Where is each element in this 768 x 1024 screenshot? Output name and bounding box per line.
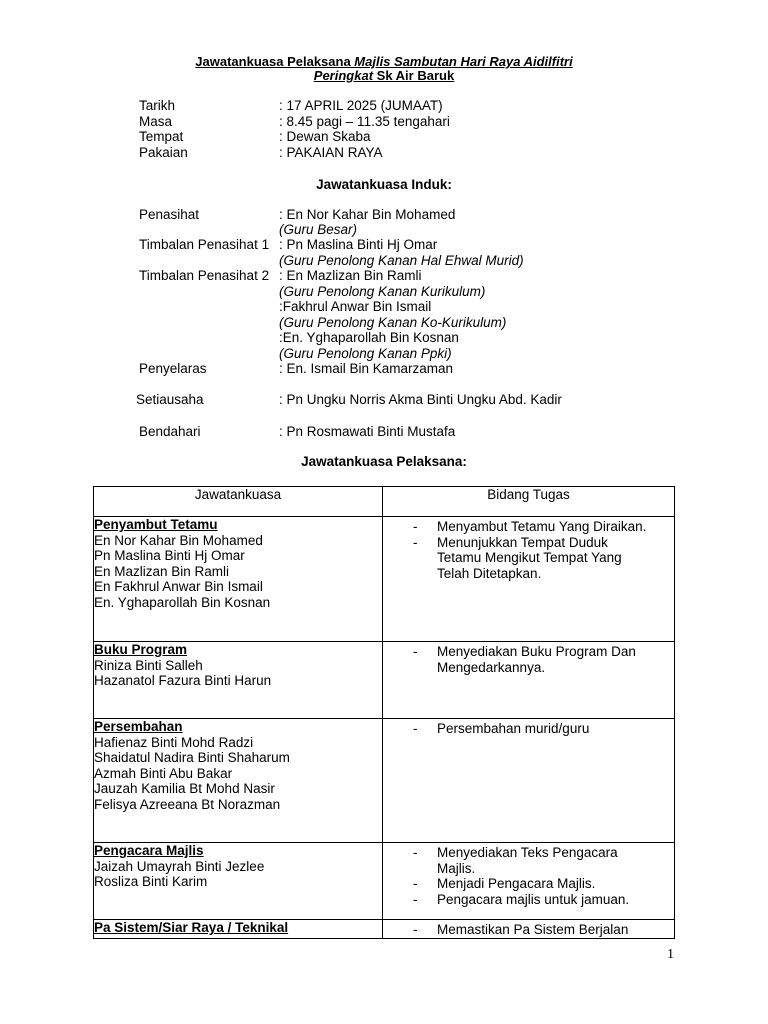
committee-member: Pn Maslina Binti Hj Omar <box>94 548 245 563</box>
committee-cell <box>94 517 383 642</box>
penasihat-label: Penasihat <box>139 207 200 222</box>
table-row <box>94 719 675 843</box>
table-row <box>94 642 675 719</box>
committee-member: Shaidatul Nadira Binti Shaharum <box>94 750 290 765</box>
committee-member: Jauzah Kamilia Bt Mohd Nasir <box>94 781 275 796</box>
timbalan2-role-2: (Guru Penolong Kanan Ko-Kurikulum) <box>279 315 507 330</box>
detail-date-value: : 17 APRIL 2025 (JUMAAT) <box>279 98 443 113</box>
task-list <box>383 843 674 907</box>
detail-attire-label: Pakaian <box>139 145 188 160</box>
detail-date-label: Tarikh <box>139 98 176 113</box>
penasihat-value: : En Nor Kahar Bin Mohamed <box>279 207 456 222</box>
task-item: - Menjadi Pengacara Majlis. <box>413 876 674 892</box>
timbalan2-label: Timbalan Penasihat 2 <box>139 268 270 283</box>
bendahari-label: Bendahari <box>139 424 201 439</box>
committee-title: Pengacara Majlis <box>94 843 204 858</box>
document-title-line2 <box>0 68 768 84</box>
committee-title: Buku Program <box>94 642 188 657</box>
committee-cell <box>94 719 383 843</box>
committee-member: En Fakhrul Anwar Bin Ismail <box>94 579 263 594</box>
setiausaha-value: : Pn Ungku Norris Akma Binti Ungku Abd. Kadir <box>279 392 562 407</box>
table-header-row <box>94 487 675 517</box>
task-item: - Menunjukkan Tempat Duduk Tetamu Mengikut Tempat Yang Telah Ditetapkan. <box>413 535 647 582</box>
timbalan2-role-3: (Guru Penolong Kanan Ppki) <box>279 346 452 361</box>
detail-venue-label: Tempat <box>139 129 184 144</box>
task-list <box>383 719 674 737</box>
timbalan2-value-3: :En. Yghaparollah Bin Kosnan <box>279 330 459 345</box>
tasks-cell <box>383 843 675 920</box>
table-row <box>94 843 675 920</box>
detail-venue-value: : Dewan Skaba <box>279 129 371 144</box>
title-event-name: Majlis Sambutan Hari Raya Aidilfitri <box>354 54 573 69</box>
table-row <box>94 920 675 939</box>
header-jawatankuasa: Jawatankuasa <box>94 487 383 517</box>
committee-member: Hafienaz Binti Mohd Radzi <box>94 734 254 750</box>
timbalan1-value: : Pn Maslina Binti Hj Omar <box>279 237 438 252</box>
tasks-cell <box>383 517 675 642</box>
timbalan2-value-2: :Fakhrul Anwar Bin Ismail <box>279 299 432 314</box>
task-item: - Menyediakan Buku Program Dan Mengedarkannya. <box>413 644 657 675</box>
task-list <box>383 517 674 581</box>
committee-member: En. Yghaparollah Bin Kosnan <box>94 594 271 610</box>
committee-member: En Mazlizan Bin Ramli <box>94 563 230 579</box>
task-list <box>383 642 674 675</box>
penyelaras-value: : En. Ismail Bin Kamarzaman <box>279 361 454 376</box>
tasks-cell <box>383 920 675 939</box>
title-prefix: Jawatankuasa Pelaksana <box>195 54 355 69</box>
page-number: 1 <box>667 947 674 962</box>
committee-member: En Nor Kahar Bin Mohamed <box>94 532 263 548</box>
timbalan2-value: : En Mazlizan Bin Ramli <box>279 268 422 283</box>
penyelaras-label: Penyelaras <box>139 361 207 376</box>
header-bidang-tugas: Bidang Tugas <box>383 487 675 517</box>
committee-title: Penyambut Tetamu <box>94 517 218 532</box>
task-item: - Menyediakan Teks Pengacara Majlis. <box>413 845 637 876</box>
task-list <box>383 920 674 938</box>
setiausaha-label: Setiausaha <box>136 392 204 407</box>
task-item: - Persembahan murid/guru <box>413 721 674 737</box>
table-row <box>94 517 675 642</box>
committee-member: Felisya Azreeana Bt Norazman <box>94 796 281 812</box>
committee-cell <box>94 920 383 939</box>
committee-member: Jaizah Umayrah Binti Jezlee <box>94 858 265 874</box>
task-item: - Memastikan Pa Sistem Berjalan <box>413 922 674 938</box>
title-school: Sk Air Baruk <box>373 68 455 83</box>
committee-member: Rosliza Binti Karim <box>94 874 208 889</box>
task-item: - Pengacara majlis untuk jamuan. <box>413 892 674 908</box>
pelaksana-heading: Jawatankuasa Pelaksana: <box>301 454 467 469</box>
tasks-cell <box>383 642 675 719</box>
bendahari-value: : Pn Rosmawati Binti Mustafa <box>279 424 456 439</box>
tasks-cell <box>383 719 675 843</box>
pelaksana-table <box>93 486 675 939</box>
detail-time-label: Masa <box>139 114 173 129</box>
timbalan2-role: (Guru Penolong Kanan Kurikulum) <box>279 284 486 299</box>
title-level: Peringkat <box>313 68 374 83</box>
committee-cell <box>94 843 383 920</box>
induk-heading: Jawatankuasa Induk: <box>316 177 452 192</box>
committee-member: Azmah Binti Abu Bakar <box>94 765 233 781</box>
task-item: - Menyambut Tetamu Yang Diraikan. <box>413 519 674 535</box>
committee-title: Pa Sistem/Siar Raya / Teknikal <box>94 920 289 935</box>
committee-title: Persembahan <box>94 719 183 734</box>
detail-time-value: : 8.45 pagi – 11.35 tengahari <box>279 114 450 129</box>
committee-member: Riniza Binti Salleh <box>94 657 203 673</box>
penasihat-role: (Guru Besar) <box>279 222 358 237</box>
timbalan1-role: (Guru Penolong Kanan Hal Ehwal Murid) <box>279 253 524 268</box>
committee-member: Hazanatol Fazura Binti Harun <box>94 673 272 688</box>
committee-cell <box>94 642 383 719</box>
detail-attire-value: : PAKAIAN RAYA <box>279 145 383 160</box>
timbalan1-label: Timbalan Penasihat 1 <box>139 237 270 252</box>
